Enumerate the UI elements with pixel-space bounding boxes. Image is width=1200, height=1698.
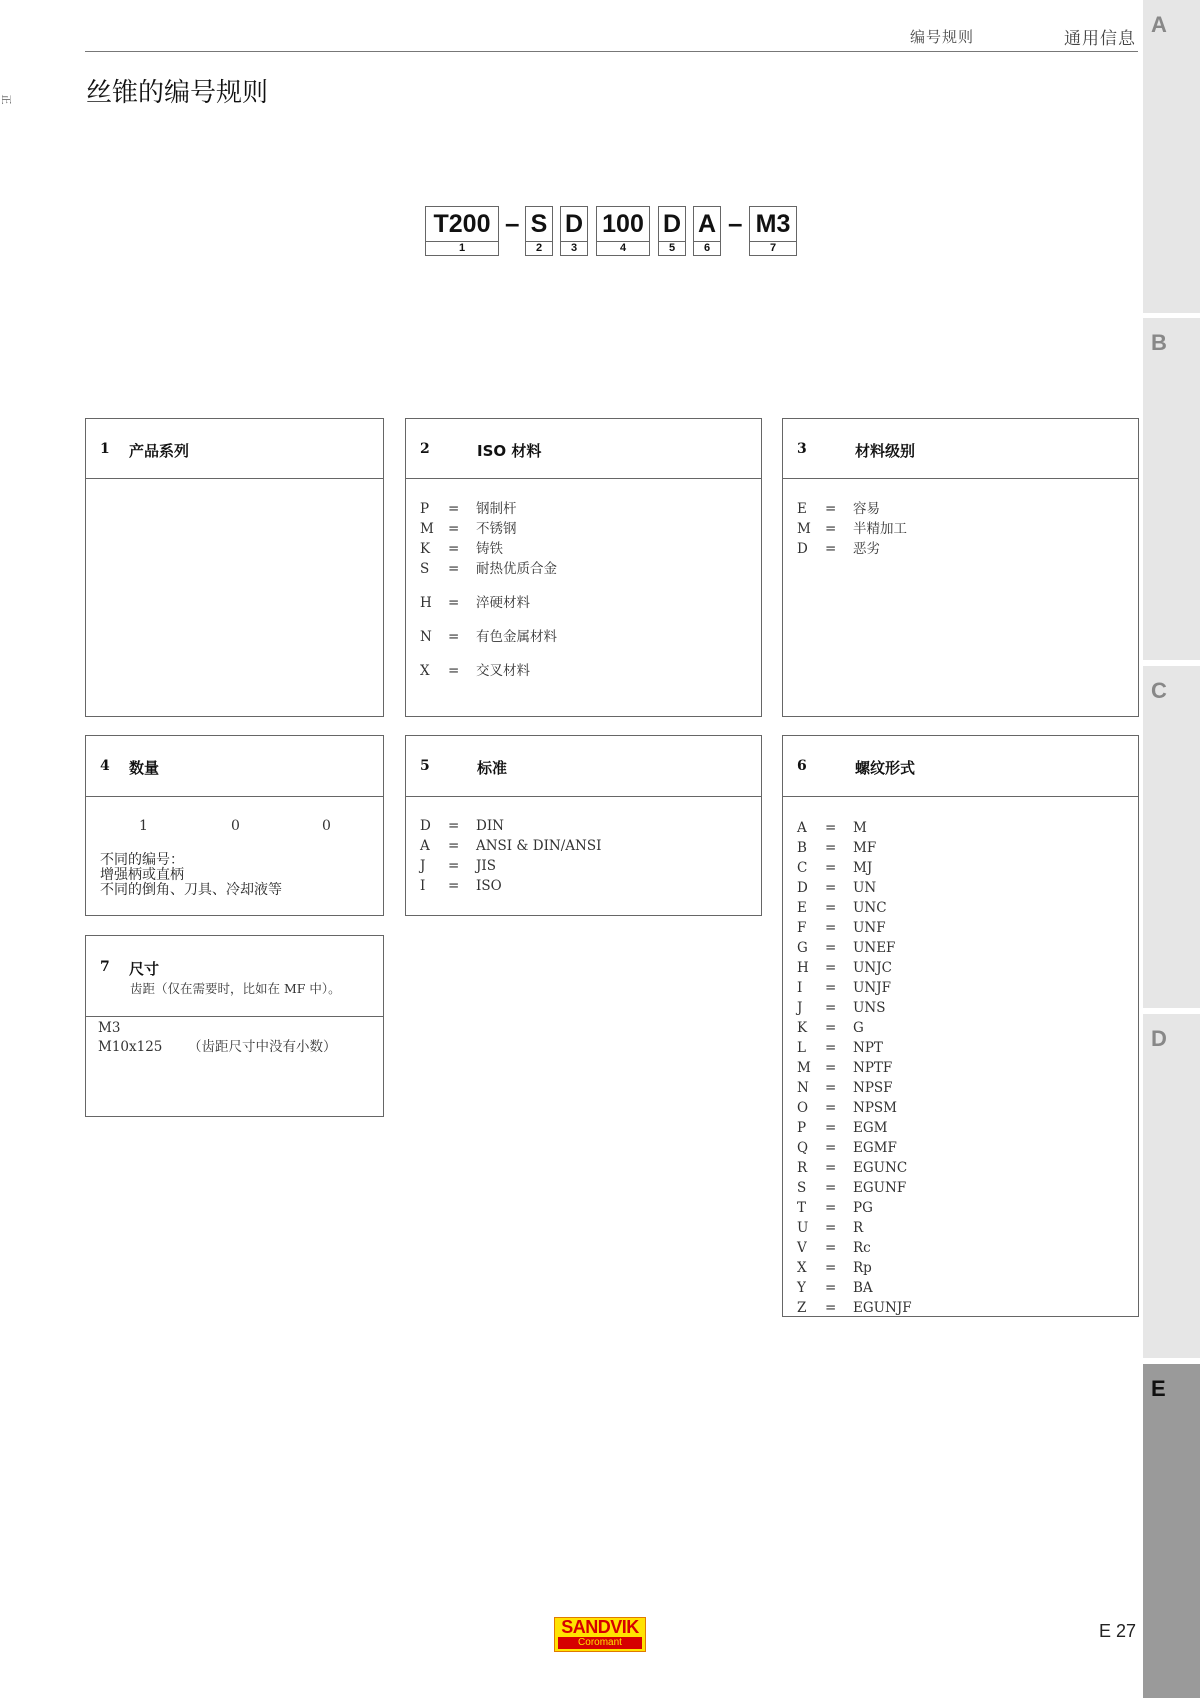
quantity-notes: 不同的编号： 增强柄或直柄 不同的倒角、刀具、冷却液等 [100, 852, 282, 898]
box-title: 标准 [477, 759, 508, 777]
box-number: 3 [797, 441, 807, 457]
box-material-grade: 3 材料级别 E = 容易 M = 半精加工 D = 恶劣 [782, 418, 1139, 717]
section-tab-d[interactable]: D [1143, 1014, 1200, 1358]
section-tab-c[interactable]: C [1143, 666, 1200, 1008]
box-subtitle: 齿距（仅在需要时，比如在 MF 中）。 [130, 981, 341, 996]
box-quantity: 4 数量 1 0 0 不同的编号： 增强柄或直柄 不同的倒角、刀具、冷却液等 [85, 735, 384, 916]
box-size [85, 935, 384, 1117]
code-separator: – [505, 208, 520, 238]
box-number: 7 [100, 959, 110, 975]
box-number: 5 [420, 758, 430, 774]
box-title: 数量 [129, 759, 160, 777]
header-section-label: 编号规则 [910, 28, 975, 46]
box-title: 尺寸 [129, 960, 160, 978]
section-tab-a[interactable]: A [1143, 0, 1200, 313]
box-thread-form: 6 螺纹形式 A = M B = MF C = MJ D = UN E = UNC F = UNF G = UNEF H = UNJC I = UNJF J = UNS K = G L = NPT M = NPTF N = NPSF O = NPSM P = EGM Q = EGMF R = EGUNC S = EGUNF T = PG U = R V = Rc X = Rp Y = BA Z = EGUNJF [782, 735, 1139, 1317]
size-examples: M3 M10x125 （齿距尺寸中没有小数） [98, 1020, 337, 1055]
box-title: 材料级别 [855, 442, 916, 460]
page-title: 丝锥的编号规则 [86, 78, 269, 108]
header-chapter-label: 通用信息 [1064, 29, 1136, 49]
box-title: ISO 材料 [477, 442, 542, 460]
box-standard: 5 标准 D = DIN A = ANSI & DIN/ANSI J = JIS I = ISO [405, 735, 762, 916]
side-mark: 正 [0, 94, 11, 105]
box-product-series [85, 418, 384, 717]
section-tab-b[interactable]: B [1143, 318, 1200, 660]
box-iso-material: 2 ISO 材料 P = 钢制杆 M = 不锈钢 K = 铸铁 S = 耐热优质合金 H = 淬硬材料 N = 有色金属材料 X = 交叉材料 [405, 418, 762, 717]
box-title: 螺纹形式 [855, 759, 916, 777]
header-rule [85, 51, 1138, 52]
section-tab-e[interactable]: E [1143, 1364, 1200, 1698]
page-number: E 27 [1099, 1621, 1137, 1641]
sandvik-coromant-logo: SANDVIK Coromant [554, 1617, 646, 1652]
box-number: 1 [100, 441, 110, 457]
box-number: 2 [420, 441, 430, 457]
box-number: 4 [100, 758, 110, 774]
box-title: 产品系列 [129, 442, 190, 460]
box-number: 6 [797, 758, 807, 774]
code-separator: – [728, 208, 743, 238]
